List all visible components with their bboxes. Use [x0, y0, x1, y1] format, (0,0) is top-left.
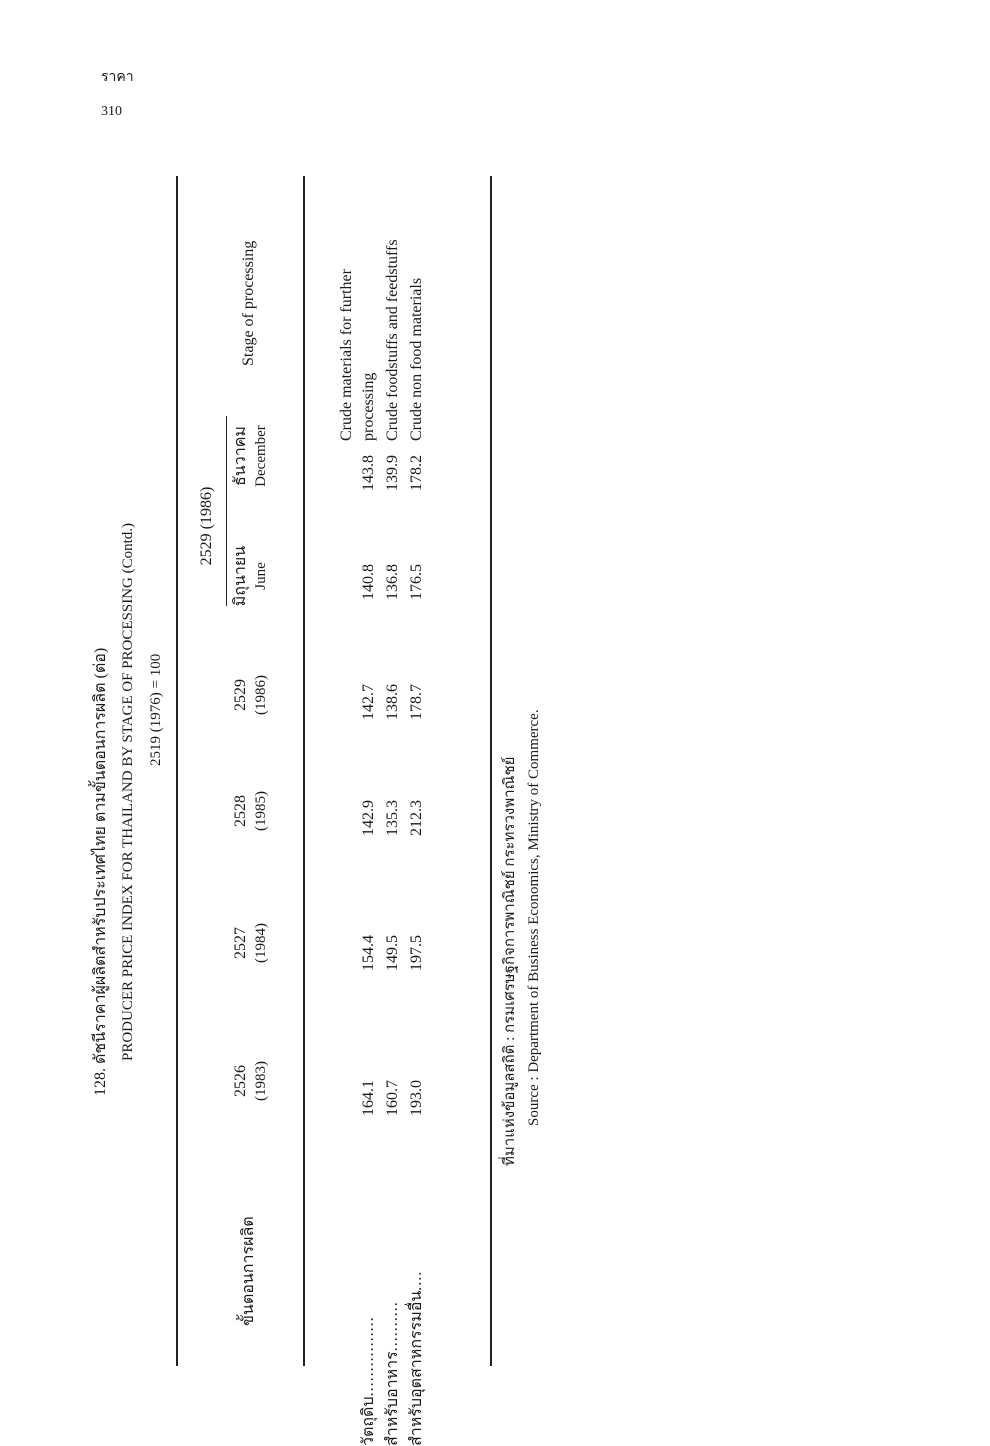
stage-en: Crude non food materials [408, 277, 425, 441]
rotated-table-region [90, 166, 560, 1446]
group-header-2529: 2529 (1986) [198, 486, 215, 566]
group-underline [226, 416, 227, 606]
stage-en: Crude materials for further [338, 269, 355, 441]
cell: 164.1 [360, 1080, 377, 1116]
page-header [101, 68, 134, 136]
cell: 149.5 [384, 935, 401, 971]
cell: 139.9 [384, 455, 401, 491]
col-2526: 2526 (1983) [232, 1061, 269, 1101]
cell: 178.7 [408, 684, 425, 720]
page-number: 310 [101, 104, 122, 119]
cell: 178.2 [408, 455, 425, 491]
cell: 176.5 [408, 564, 425, 600]
cell: 135.3 [384, 800, 401, 836]
index-base: 2519 (1976) = 100 [148, 653, 164, 766]
cell: 193.0 [408, 1080, 425, 1116]
cell: 138.6 [384, 684, 401, 720]
cell: 140.8 [360, 564, 377, 600]
title-thai: 128. ดัชนีราคาผู้ผลิตสำหรับประเทศไทย ตามขั้นตอนการผลิต (ต่อ) [92, 647, 109, 1096]
col-2529: 2529 (1986) [232, 675, 269, 715]
header-thai: ราคา [101, 70, 134, 85]
cell: 197.5 [408, 935, 425, 971]
table-row: สำหรับอาหาร.......... [384, 1301, 401, 1446]
stage-header-english: Stage of processing [240, 240, 257, 366]
stage-header-thai: ขั้นตอนการผลิต [240, 1216, 257, 1326]
cell: 142.7 [360, 684, 377, 720]
stage-en: Crude foodstuffs and feedstuffs [384, 239, 401, 441]
cell: 142.9 [360, 800, 377, 836]
source-english: Source : Department of Business Economics, Ministry of Commerce. [526, 709, 542, 1126]
table-bottom-rule [490, 176, 492, 1366]
table-row: วัตถุดิบ................ [360, 1316, 377, 1446]
cell: 160.7 [384, 1080, 401, 1116]
col-june: มิถุนายน June [232, 545, 269, 607]
source-thai: ที่มาแห่งข้อมูลสถิติ : กรมเศรษฐกิจการพาณิชย์ กระทรวงพาณิชย์ [502, 756, 518, 1166]
table-row: สำหรับอุตสาหกรรมอื่น.... [408, 1270, 425, 1446]
table-header-rule [303, 176, 305, 1366]
cell: 212.3 [408, 800, 425, 836]
cell: 154.4 [360, 935, 377, 971]
title-english: PRODUCER PRICE INDEX FOR THAILAND BY STAGE OF PROCESSING (Contd.) [120, 522, 136, 1061]
cell: 143.8 [360, 455, 377, 491]
stage-en-2: processing [360, 372, 377, 441]
col-2527: 2527 (1984) [232, 923, 269, 963]
table-top-rule [176, 176, 178, 1366]
col-2528: 2528 (1985) [232, 791, 269, 831]
cell: 136.8 [384, 564, 401, 600]
col-december: ธันวาคม December [232, 425, 269, 487]
